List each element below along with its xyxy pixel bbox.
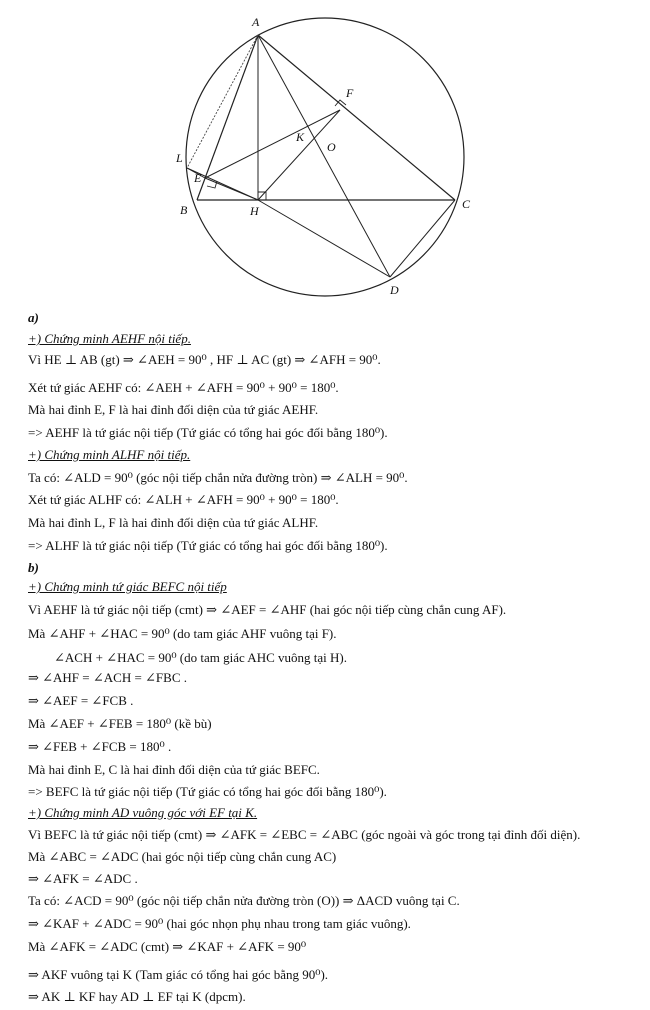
segment-EF bbox=[205, 110, 340, 178]
line: ⇒ AK ⊥ KF hay AD ⊥ EF tại K (dpcm). bbox=[28, 989, 246, 1004]
line: Mà ∠ABC = ∠ADC (hai góc nội tiếp cùng chắn cung AC) bbox=[28, 849, 337, 864]
line: Mà ∠AFK = ∠ADC (cmt) ⇒ ∠KAF + ∠AFK = 90⁰ bbox=[28, 939, 307, 954]
label-A: A bbox=[252, 15, 260, 29]
heading-aehf: +) Chứng minh AEHF nội tiếp. bbox=[28, 331, 191, 346]
geometry-figure bbox=[0, 0, 650, 310]
part-a-label: a) bbox=[28, 310, 39, 325]
label-D: D bbox=[390, 283, 399, 297]
label-K: K bbox=[296, 130, 305, 144]
line: => AEHF là tứ giác nội tiếp (Tứ giác có tổng hai góc đối bằng 180⁰). bbox=[28, 425, 388, 440]
line: Xét tứ giác ALHF có: ∠ALH + ∠AFH = 90⁰ + 90⁰ = 180⁰. bbox=[28, 492, 339, 507]
line: Ta có: ∠ACD = 90⁰ (góc nội tiếp chắn nửa đường tròn (O)) ⇒ ΔACD vuông tại C. bbox=[28, 893, 460, 908]
line: ⇒ AKF vuông tại K (Tam giác có tổng hai góc bằng 90⁰). bbox=[28, 967, 329, 982]
part-b-label: b) bbox=[28, 560, 39, 575]
line: Vì HE ⊥ AB (gt) ⇒ ∠AEH = 90⁰ , HF ⊥ AC (gt) ⇒ ∠AFH = 90⁰. bbox=[28, 352, 381, 367]
segment-AD bbox=[258, 35, 390, 277]
line: ⇒ ∠AEF = ∠FCB . bbox=[28, 693, 134, 708]
line: ⇒ ∠AHF = ∠ACH = ∠FBC . bbox=[28, 670, 188, 685]
line: ⇒ ∠FEB + ∠FCB = 180⁰ . bbox=[28, 739, 172, 754]
line: ∠ACH + ∠HAC = 90⁰ (do tam giác AHC vuông tại H). bbox=[54, 650, 347, 665]
line: Mà hai đỉnh L, F là hai đỉnh đối diện của tứ giác ALHF. bbox=[28, 515, 319, 530]
segment-AB bbox=[197, 35, 258, 200]
line: Mà ∠AHF + ∠HAC = 90⁰ (do tam giác AHF vuông tại F). bbox=[28, 626, 337, 641]
segment-CD bbox=[390, 200, 455, 277]
line: Mà hai đỉnh E, F là hai đỉnh đối diện của tứ giác AEHF. bbox=[28, 402, 319, 417]
line: => ALHF là tứ giác nội tiếp (Tứ giác có tổng hai góc đối bằng 180⁰). bbox=[28, 538, 388, 553]
line: => BEFC là tứ giác nội tiếp (Tứ giác có tổng hai góc đối bằng 180⁰). bbox=[28, 784, 387, 799]
line: Vì AEHF là tứ giác nội tiếp (cmt) ⇒ ∠AEF = ∠AHF (hai góc nội tiếp cùng chắn cung AF). bbox=[28, 602, 507, 617]
label-B: B bbox=[180, 203, 188, 217]
heading-befc: +) Chứng minh tứ giác BEFC nội tiếp bbox=[28, 579, 227, 594]
segment-HF bbox=[258, 110, 340, 200]
heading-ad-ef: +) Chứng minh AD vuông góc với EF tại K. bbox=[28, 805, 258, 820]
label-F: F bbox=[346, 86, 354, 100]
line: Mà hai đỉnh E, C là hai đỉnh đối diện của tứ giác BEFC. bbox=[28, 762, 320, 777]
label-C: C bbox=[462, 197, 471, 211]
segment-AC bbox=[258, 35, 455, 200]
label-O: O bbox=[327, 140, 336, 154]
line: ⇒ ∠AFK = ∠ADC . bbox=[28, 871, 138, 886]
segment-HD bbox=[258, 200, 390, 277]
label-E: E bbox=[194, 171, 202, 185]
line: ⇒ ∠KAF + ∠ADC = 90⁰ (hai góc nhọn phụ nhau trong tam giác vuông). bbox=[28, 916, 411, 931]
label-L: L bbox=[176, 151, 183, 165]
line: Xét tứ giác AEHF có: ∠AEH + ∠AFH = 90⁰ + 90⁰ = 180⁰. bbox=[28, 380, 339, 395]
line: Vì BEFC là tứ giác nội tiếp (cmt) ⇒ ∠AFK = ∠EBC = ∠ABC (góc ngoài và góc trong tại đỉnh đối diện). bbox=[28, 827, 581, 842]
line: Mà ∠AEF + ∠FEB = 180⁰ (kề bù) bbox=[28, 716, 212, 731]
line: Ta có: ∠ALD = 90⁰ (góc nội tiếp chắn nửa đường tròn) ⇒ ∠ALH = 90⁰. bbox=[28, 470, 408, 485]
label-H: H bbox=[250, 204, 259, 218]
heading-alhf: +) Chứng minh ALHF nội tiếp. bbox=[28, 447, 191, 462]
